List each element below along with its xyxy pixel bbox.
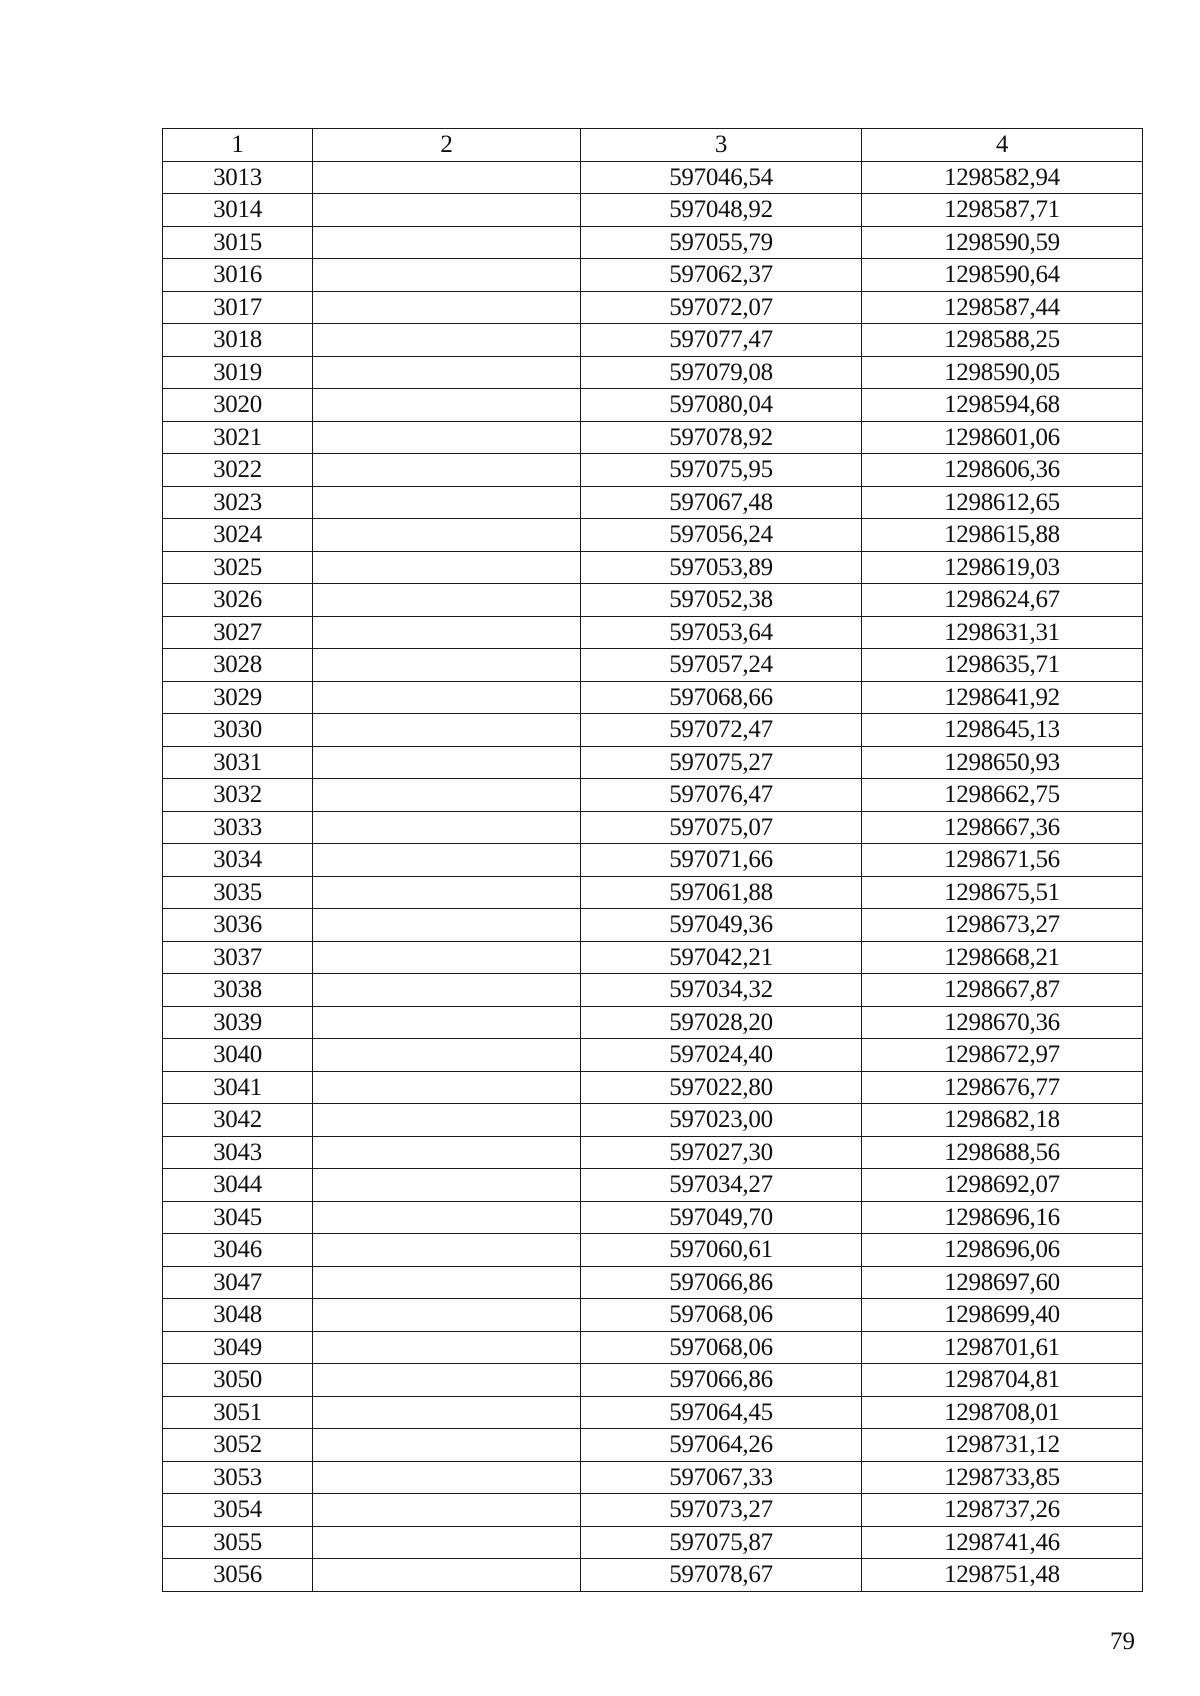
- x-coordinate-cell: 597075,27: [581, 746, 862, 779]
- point-number-cell: 3029: [163, 681, 313, 714]
- description-cell: [313, 1299, 581, 1332]
- x-coordinate-cell: 597064,45: [581, 1396, 862, 1429]
- description-cell: [313, 161, 581, 194]
- table-row: [163, 746, 1143, 779]
- description-cell: [313, 844, 581, 877]
- description-cell: [313, 389, 581, 422]
- x-coordinate-cell: 597048,92: [581, 194, 862, 227]
- point-number-cell: 3042: [163, 1104, 313, 1137]
- description-cell: [313, 194, 581, 227]
- point-number-cell: 3046: [163, 1234, 313, 1267]
- table-row: [163, 649, 1143, 682]
- y-coordinate-cell: 1298587,44: [862, 291, 1143, 324]
- point-number-cell: 3043: [163, 1136, 313, 1169]
- y-coordinate-cell: 1298696,06: [862, 1234, 1143, 1267]
- x-coordinate-cell: 597075,07: [581, 811, 862, 844]
- description-cell: [313, 454, 581, 487]
- point-number-cell: 3027: [163, 616, 313, 649]
- description-cell: [313, 1039, 581, 1072]
- table-row: [163, 324, 1143, 357]
- description-cell: [313, 1494, 581, 1527]
- table-row: [163, 519, 1143, 552]
- x-coordinate-cell: 597022,80: [581, 1071, 862, 1104]
- description-cell: [313, 1429, 581, 1462]
- x-coordinate-cell: 597075,95: [581, 454, 862, 487]
- table-row: [163, 844, 1143, 877]
- point-number-cell: 3035: [163, 876, 313, 909]
- y-coordinate-cell: 1298673,27: [862, 909, 1143, 942]
- description-cell: [313, 1201, 581, 1234]
- point-number-cell: 3037: [163, 941, 313, 974]
- point-number-cell: 3044: [163, 1169, 313, 1202]
- x-coordinate-cell: 597052,38: [581, 584, 862, 617]
- x-coordinate-cell: 597023,00: [581, 1104, 862, 1137]
- table-row: [163, 1136, 1143, 1169]
- point-number-cell: 3020: [163, 389, 313, 422]
- table-row: [163, 1104, 1143, 1137]
- point-number-cell: 3054: [163, 1494, 313, 1527]
- table-row: [163, 454, 1143, 487]
- y-coordinate-cell: 1298733,85: [862, 1461, 1143, 1494]
- x-coordinate-cell: 597078,92: [581, 421, 862, 454]
- table-row: [163, 1006, 1143, 1039]
- y-coordinate-cell: 1298699,40: [862, 1299, 1143, 1332]
- description-cell: [313, 1169, 581, 1202]
- x-coordinate-cell: 597057,24: [581, 649, 862, 682]
- x-coordinate-cell: 597073,27: [581, 1494, 862, 1527]
- table-row: [163, 974, 1143, 1007]
- x-coordinate-cell: 597064,26: [581, 1429, 862, 1462]
- y-coordinate-cell: 1298696,16: [862, 1201, 1143, 1234]
- y-coordinate-cell: 1298594,68: [862, 389, 1143, 422]
- point-number-cell: 3056: [163, 1559, 313, 1592]
- point-number-cell: 3040: [163, 1039, 313, 1072]
- y-coordinate-cell: 1298672,97: [862, 1039, 1143, 1072]
- x-coordinate-cell: 597024,40: [581, 1039, 862, 1072]
- table-row: [163, 291, 1143, 324]
- description-cell: [313, 909, 581, 942]
- table-row: [163, 909, 1143, 942]
- description-cell: [313, 1006, 581, 1039]
- description-cell: [313, 746, 581, 779]
- description-cell: [313, 291, 581, 324]
- description-cell: [313, 1136, 581, 1169]
- x-coordinate-cell: 597076,47: [581, 779, 862, 812]
- x-coordinate-cell: 597028,20: [581, 1006, 862, 1039]
- x-coordinate-cell: 597068,06: [581, 1299, 862, 1332]
- x-coordinate-cell: 597061,88: [581, 876, 862, 909]
- table-header-row: [163, 129, 1143, 162]
- table-row: [163, 584, 1143, 617]
- y-coordinate-cell: 1298645,13: [862, 714, 1143, 747]
- point-number-cell: 3036: [163, 909, 313, 942]
- description-cell: [313, 941, 581, 974]
- x-coordinate-cell: 597049,70: [581, 1201, 862, 1234]
- point-number-cell: 3045: [163, 1201, 313, 1234]
- column-header-2: 2: [313, 129, 581, 162]
- x-coordinate-cell: 597027,30: [581, 1136, 862, 1169]
- table-row: [163, 1461, 1143, 1494]
- description-cell: [313, 1071, 581, 1104]
- description-cell: [313, 1266, 581, 1299]
- description-cell: [313, 1559, 581, 1592]
- y-coordinate-cell: 1298751,48: [862, 1559, 1143, 1592]
- table-row: [163, 1494, 1143, 1527]
- x-coordinate-cell: 597080,04: [581, 389, 862, 422]
- table-row: [163, 259, 1143, 292]
- x-coordinate-cell: 597042,21: [581, 941, 862, 974]
- table-body: [163, 161, 1143, 1591]
- x-coordinate-cell: 597060,61: [581, 1234, 862, 1267]
- point-number-cell: 3053: [163, 1461, 313, 1494]
- y-coordinate-cell: 1298675,51: [862, 876, 1143, 909]
- point-number-cell: 3047: [163, 1266, 313, 1299]
- table-row: [163, 1429, 1143, 1462]
- y-coordinate-cell: 1298635,71: [862, 649, 1143, 682]
- point-number-cell: 3033: [163, 811, 313, 844]
- y-coordinate-cell: 1298731,12: [862, 1429, 1143, 1462]
- description-cell: [313, 551, 581, 584]
- x-coordinate-cell: 597072,07: [581, 291, 862, 324]
- point-number-cell: 3055: [163, 1526, 313, 1559]
- description-cell: [313, 649, 581, 682]
- y-coordinate-cell: 1298612,65: [862, 486, 1143, 519]
- description-cell: [313, 616, 581, 649]
- table-row: [163, 811, 1143, 844]
- y-coordinate-cell: 1298688,56: [862, 1136, 1143, 1169]
- x-coordinate-cell: 597053,89: [581, 551, 862, 584]
- point-number-cell: 3052: [163, 1429, 313, 1462]
- table-row: [163, 551, 1143, 584]
- description-cell: [313, 1526, 581, 1559]
- point-number-cell: 3015: [163, 226, 313, 259]
- table-row: [163, 876, 1143, 909]
- description-cell: [313, 779, 581, 812]
- y-coordinate-cell: 1298670,36: [862, 1006, 1143, 1039]
- point-number-cell: 3038: [163, 974, 313, 1007]
- x-coordinate-cell: 597046,54: [581, 161, 862, 194]
- description-cell: [313, 519, 581, 552]
- x-coordinate-cell: 597067,33: [581, 1461, 862, 1494]
- y-coordinate-cell: 1298737,26: [862, 1494, 1143, 1527]
- y-coordinate-cell: 1298701,61: [862, 1331, 1143, 1364]
- table-row: [163, 1396, 1143, 1429]
- table-row: [163, 421, 1143, 454]
- table-row: [163, 1266, 1143, 1299]
- description-cell: [313, 714, 581, 747]
- description-cell: [313, 1234, 581, 1267]
- table-row: [163, 1071, 1143, 1104]
- table-row: [163, 941, 1143, 974]
- description-cell: [313, 1364, 581, 1397]
- y-coordinate-cell: 1298741,46: [862, 1526, 1143, 1559]
- x-coordinate-cell: 597068,06: [581, 1331, 862, 1364]
- x-coordinate-cell: 597078,67: [581, 1559, 862, 1592]
- x-coordinate-cell: 597034,27: [581, 1169, 862, 1202]
- table-row: [163, 1331, 1143, 1364]
- description-cell: [313, 1461, 581, 1494]
- y-coordinate-cell: 1298697,60: [862, 1266, 1143, 1299]
- x-coordinate-cell: 597068,66: [581, 681, 862, 714]
- table-row: [163, 356, 1143, 389]
- description-cell: [313, 226, 581, 259]
- y-coordinate-cell: 1298692,07: [862, 1169, 1143, 1202]
- point-number-cell: 3028: [163, 649, 313, 682]
- column-header-1: 1: [163, 129, 313, 162]
- x-coordinate-cell: 597034,32: [581, 974, 862, 1007]
- x-coordinate-cell: 597066,86: [581, 1266, 862, 1299]
- point-number-cell: 3030: [163, 714, 313, 747]
- y-coordinate-cell: 1298582,94: [862, 161, 1143, 194]
- point-number-cell: 3019: [163, 356, 313, 389]
- description-cell: [313, 681, 581, 714]
- description-cell: [313, 1396, 581, 1429]
- coordinates-table: [162, 128, 1143, 1592]
- y-coordinate-cell: 1298590,05: [862, 356, 1143, 389]
- point-number-cell: 3013: [163, 161, 313, 194]
- point-number-cell: 3018: [163, 324, 313, 357]
- point-number-cell: 3050: [163, 1364, 313, 1397]
- point-number-cell: 3025: [163, 551, 313, 584]
- point-number-cell: 3034: [163, 844, 313, 877]
- point-number-cell: 3048: [163, 1299, 313, 1332]
- y-coordinate-cell: 1298667,87: [862, 974, 1143, 1007]
- y-coordinate-cell: 1298631,31: [862, 616, 1143, 649]
- description-cell: [313, 259, 581, 292]
- y-coordinate-cell: 1298619,03: [862, 551, 1143, 584]
- x-coordinate-cell: 597055,79: [581, 226, 862, 259]
- table-row: [163, 486, 1143, 519]
- point-number-cell: 3049: [163, 1331, 313, 1364]
- y-coordinate-cell: 1298624,67: [862, 584, 1143, 617]
- description-cell: [313, 876, 581, 909]
- y-coordinate-cell: 1298708,01: [862, 1396, 1143, 1429]
- table-row: [163, 1364, 1143, 1397]
- point-number-cell: 3039: [163, 1006, 313, 1039]
- y-coordinate-cell: 1298590,59: [862, 226, 1143, 259]
- y-coordinate-cell: 1298650,93: [862, 746, 1143, 779]
- description-cell: [313, 584, 581, 617]
- table-row: [163, 714, 1143, 747]
- x-coordinate-cell: 597075,87: [581, 1526, 862, 1559]
- point-number-cell: 3017: [163, 291, 313, 324]
- description-cell: [313, 356, 581, 389]
- x-coordinate-cell: 597079,08: [581, 356, 862, 389]
- point-number-cell: 3026: [163, 584, 313, 617]
- y-coordinate-cell: 1298641,92: [862, 681, 1143, 714]
- y-coordinate-cell: 1298704,81: [862, 1364, 1143, 1397]
- y-coordinate-cell: 1298590,64: [862, 259, 1143, 292]
- y-coordinate-cell: 1298668,21: [862, 941, 1143, 974]
- y-coordinate-cell: 1298676,77: [862, 1071, 1143, 1104]
- table-row: [163, 1526, 1143, 1559]
- description-cell: [313, 974, 581, 1007]
- x-coordinate-cell: 597071,66: [581, 844, 862, 877]
- x-coordinate-cell: 597066,86: [581, 1364, 862, 1397]
- point-number-cell: 3032: [163, 779, 313, 812]
- table-row: [163, 1201, 1143, 1234]
- x-coordinate-cell: 597056,24: [581, 519, 862, 552]
- point-number-cell: 3014: [163, 194, 313, 227]
- table-row: [163, 616, 1143, 649]
- y-coordinate-cell: 1298601,06: [862, 421, 1143, 454]
- table-row: [163, 1169, 1143, 1202]
- point-number-cell: 3021: [163, 421, 313, 454]
- description-cell: [313, 324, 581, 357]
- description-cell: [313, 1104, 581, 1137]
- point-number-cell: 3031: [163, 746, 313, 779]
- table-row: [163, 1559, 1143, 1592]
- table-row: [163, 389, 1143, 422]
- table-row: [163, 1234, 1143, 1267]
- point-number-cell: 3024: [163, 519, 313, 552]
- y-coordinate-cell: 1298671,56: [862, 844, 1143, 877]
- y-coordinate-cell: 1298606,36: [862, 454, 1143, 487]
- description-cell: [313, 486, 581, 519]
- column-header-4: 4: [862, 129, 1143, 162]
- point-number-cell: 3023: [163, 486, 313, 519]
- point-number-cell: 3051: [163, 1396, 313, 1429]
- table-row: [163, 226, 1143, 259]
- y-coordinate-cell: 1298662,75: [862, 779, 1143, 812]
- table-row: [163, 1039, 1143, 1072]
- y-coordinate-cell: 1298587,71: [862, 194, 1143, 227]
- x-coordinate-cell: 597077,47: [581, 324, 862, 357]
- description-cell: [313, 811, 581, 844]
- table-row: [163, 1299, 1143, 1332]
- point-number-cell: 3041: [163, 1071, 313, 1104]
- x-coordinate-cell: 597067,48: [581, 486, 862, 519]
- description-cell: [313, 421, 581, 454]
- table-row: [163, 779, 1143, 812]
- x-coordinate-cell: 597049,36: [581, 909, 862, 942]
- y-coordinate-cell: 1298682,18: [862, 1104, 1143, 1137]
- point-number-cell: 3016: [163, 259, 313, 292]
- y-coordinate-cell: 1298615,88: [862, 519, 1143, 552]
- x-coordinate-cell: 597072,47: [581, 714, 862, 747]
- column-header-3: 3: [581, 129, 862, 162]
- x-coordinate-cell: 597053,64: [581, 616, 862, 649]
- point-number-cell: 3022: [163, 454, 313, 487]
- table-row: [163, 194, 1143, 227]
- x-coordinate-cell: 597062,37: [581, 259, 862, 292]
- y-coordinate-cell: 1298667,36: [862, 811, 1143, 844]
- page-number: 79: [1110, 1628, 1135, 1655]
- table-row: [163, 161, 1143, 194]
- table-row: [163, 681, 1143, 714]
- description-cell: [313, 1331, 581, 1364]
- y-coordinate-cell: 1298588,25: [862, 324, 1143, 357]
